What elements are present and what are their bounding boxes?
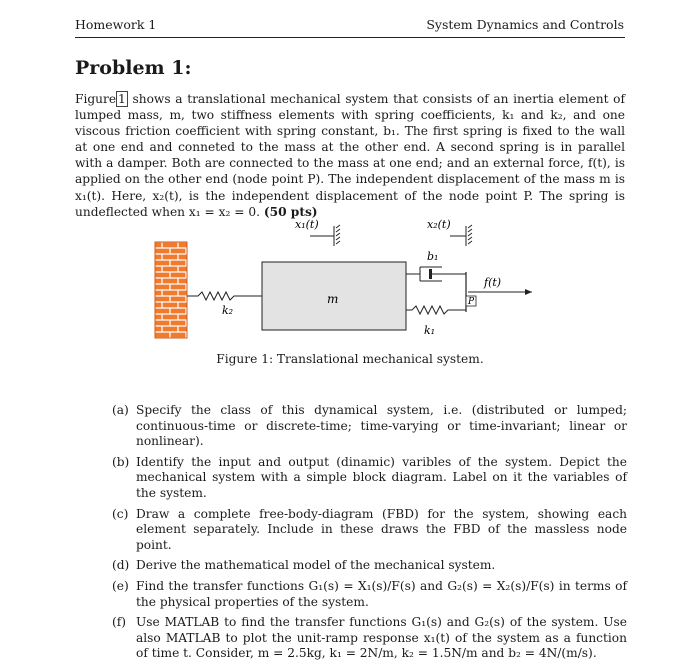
k2-label: k₂ — [222, 304, 234, 317]
wall — [155, 242, 187, 338]
question-list — [112, 403, 627, 667]
spring-k2 — [187, 292, 262, 300]
question-item — [112, 403, 627, 450]
problem-statement-text: shows a translational mechanical system that consists of an inertia element of lumped mass, m, two stiffness elements with spring coefficients, k₁ and k₂, and one viscous friction coefficient with spring constant, b₁. The first spring is fixed to the wall at one end and conneted to the mass at the other end. A second spring is in parallel with a damper. Both are connected to the mass at one end; and an external force, f(t), is applied on the other end (node point P). The independent displacement of the mass m is x₁(t). Here, x₂(t), is the independent displacement of the node point P. The spring is undeflected when x₁ = x₂ = 0. — [75, 92, 626, 219]
mass-label: m — [327, 292, 339, 306]
node-p-label: P — [468, 297, 475, 307]
mechanical-system-figure — [150, 212, 550, 352]
figure-caption: Figure 1: Translational mechanical system. — [216, 352, 484, 366]
damper-piston — [429, 269, 432, 279]
question-text: Derive the mathematical model of the mechanical system. — [136, 558, 496, 573]
question-item — [112, 455, 627, 502]
header-course: Homework 1 — [75, 17, 157, 32]
question-label: (b) — [112, 454, 130, 469]
question-item — [112, 579, 627, 610]
question-text: Identify the input and output (dinamic) varibles of the system. Depict the mechanical system with a simple block diagram. Label on it the variables of the system. — [136, 454, 627, 500]
problem-title: Problem 1: — [75, 57, 192, 79]
x2-label: x₂(t) — [427, 218, 451, 231]
question-text: Specify the class of this dynamical system, i.e. (distributed or lumped; continuous-time or discrete-time; time-varying or time-invariant; linear or nonlinear). — [136, 403, 627, 449]
x1-ground-mark — [334, 225, 340, 246]
question-text: Use MATLAB to find the transfer functions G₁(s) and G₂(s) of the system. Use also MATLAB to plot the unit-ramp response x₁(t) of the system as a function of time t. Consider, m = 2.5kg, k₁ = 2N/m, k₂ = 1.5N/m and b₂ = 4N/(m/s). — [136, 615, 627, 661]
question-text: Draw a complete free-body-diagram (FBD) for the system, showing each element separately. Include in these draws the FBD of the massless node point. — [136, 506, 627, 552]
question-label: (e) — [112, 578, 129, 593]
question-label: (a) — [112, 403, 129, 417]
question-item — [112, 615, 627, 662]
question-item — [112, 507, 627, 554]
figure-word: Figure — [75, 92, 117, 106]
k1-label: k₁ — [424, 324, 436, 337]
question-label: (d) — [112, 558, 130, 573]
x2-ground-mark — [466, 225, 472, 246]
problem-statement — [75, 91, 625, 220]
header-rule — [75, 37, 625, 38]
points-label: (50 pts) — [263, 204, 318, 219]
question-item — [112, 558, 627, 574]
figure-reference-link[interactable]: 1 — [118, 92, 126, 106]
b1-label: b₁ — [427, 250, 439, 263]
x1-label: x₁(t) — [295, 218, 319, 231]
question-label: (c) — [112, 506, 129, 521]
force-label: f(t) — [484, 276, 502, 289]
spring-k1 — [406, 306, 466, 314]
damper-b1 — [406, 267, 466, 281]
question-text: Find the transfer functions G₁(s) = X₁(s)/F(s) and G₂(s) = X₂(s)/F(s) in terms of the physical properties of the system. — [136, 578, 627, 609]
question-label: (f) — [112, 615, 127, 630]
header-subject: System Dynamics and Controls — [426, 17, 624, 32]
force-arrowhead — [525, 289, 532, 295]
